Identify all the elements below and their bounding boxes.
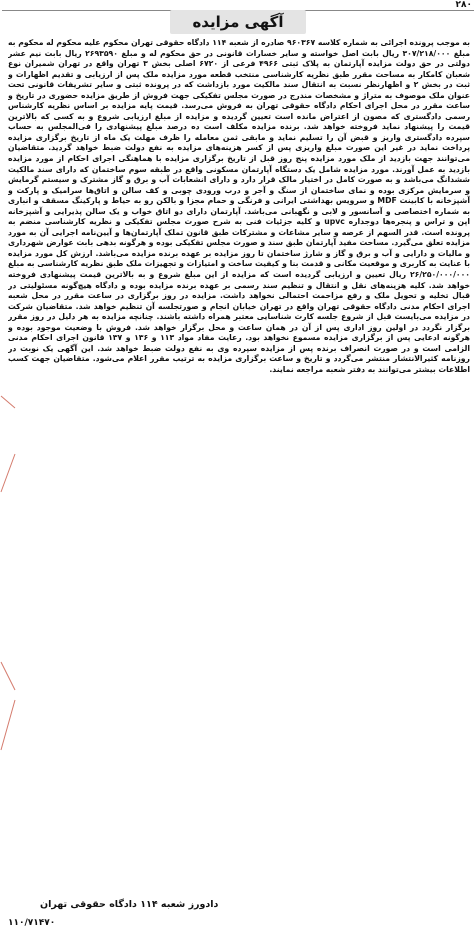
page-number: ۲۸۰ xyxy=(455,0,472,10)
notice-body: به موجب پرونده اجرائی به شماره کلاسه ۹۶۰۳۶۷ صادره از شعبه ۱۱۴ دادگاه حقوقی تهران محکوم علیه محکوم له محکوم به مبلغ ۳۰۷/۲۱۸/۰۰۰ ریال بابت اصل خواسته و سایر خسارات قانونی در حق محکوم له و مبلغ ۲۶۹۳۵۹۰ ریال بابت نیم عشر دولتی در حق دولت مزایده آپارتمان به پلاک ثبتی ۴۹۶۶ فرعی از ۶۷۲۰ اصلی بخش ۳ تهران واقع در تهران شمیران نوع شعبان کامکار به مساحت مقرر طبق نظریه کارشناسی منتخب قطعه مورد مزایده ملک پس از ارزیابی و تقدیم اظهارات و ثبت در بخش ۲ و اظهارنظر نسبت به انتقال سند مالکیت مورد بازداشت که در پرونده ثبتی و سایر تشریفات قانونی تحت عنوان ملک موصوف به متراژ و مشخصات مندرج در صورت مجلس تفکیکی جهت فروش از طریق مزایده حضوری در تاریخ و ساعت مقرر در محل اجرای احکام دادگاه حقوقی تهران به فروش می‌رسد. قیمت پایه مزایده بر اساس نظریه کارشناس رسمی دادگستری که مصون از اعتراض مانده است تعیین گردیده و مزایده از مبلغ ارزیابی شروع و به کسی که بالاترین قیمت را پیشنهاد نماید فروخته خواهد شد. برنده مزایده مکلف است ده درصد مبلغ پیشنهادی را فی‌المجلس به حساب سپرده دادگستری واریز و قبض آن را تسلیم نماید و مابقی ثمن معامله را ظرف مهلت یک ماه از تاریخ برگزاری مزایده پرداخت نماید در غیر این صورت مبلغ واریزی پس از کسر هزینه‌های مزایده به نفع دولت ضبط خواهد گردید. متقاضیان می‌توانند جهت بازدید از ملک مورد مزایده پنج روز قبل از تاریخ برگزاری مزایده با هماهنگی اجرای احکام از مورد مزایده بازدید به عمل آورند. مورد مزایده شامل یک دستگاه آپارتمان مسکونی واقع در طبقه سوم ساختمان که دارای سند مالکیت ششدانگ می‌باشد و به صورت کامل در اختیار مالک قرار دارد و دارای انشعابات آب و برق و گاز مشترک و سیستم گرمایش و سرمایش مرکزی بوده و نمای ساختمان از سنگ و آجر و درب ورودی چوبی و کف سالن و اتاق‌ها سرامیک و پارکت و آشپزخانه با کابینت MDF و سرویس بهداشتی ایرانی و فرنگی و حمام مجزا و بالکن رو به حیاط و پارکینگ مسقف و انباری به شماره اختصاصی و آسانسور و لابی و نگهبانی می‌باشد. آپارتمان دارای دو اتاق خواب و یک سالن پذیرایی و آشپزخانه اپن و تراس و پنجره‌ها دوجداره upvc و کلیه جزئیات فنی به شرح صورت مجلس تفکیکی و نظریه کارشناسی منضم به پرونده است. قدر السهم از عرصه و سایر مشاعات و مشترکات طبق قانون تملک آپارتمان‌ها و آیین‌نامه اجرایی آن به مورد مزایده تعلق می‌گیرد. مساحت مفید آپارتمان طبق سند و صورت مجلس تفکیکی بوده و هرگونه بدهی بابت عوارض شهرداری و مالیات و دارایی و آب و برق و گاز و شارژ ساختمان تا روز مزایده بر عهده برنده مزایده می‌باشد. ارزش کل مورد مزایده با عنایت به کاربری و موقعیت مکانی و قدمت بنا و کیفیت ساخت و امتیازات و تجهیزات ملک طبق نظریه کارشناسی به مبلغ ۲۶/۲۵۰/۰۰۰/۰۰۰ ریال تعیین و ارزیابی گردیده است که مزایده از این مبلغ شروع و به بالاترین قیمت پیشنهادی فروخته خواهد شد. کلیه هزینه‌های نقل و انتقال و تنظیم سند رسمی بر عهده برنده مزایده بوده و دادگاه هیچ‌گونه مسئولیتی در قبال تخلیه و تحویل ملک و رفع مزاحمت احتمالی نخواهد داشت. مزایده در روز برگزاری در ساعت مقرر در محل شعبه اجرای احکام مدنی دادگاه حقوقی تهران واقع در تهران خیابان انجام و صورتجلسه آن تنظیم خواهد شد. متقاضیان شرکت در مزایده می‌بایست قبل از شروع جلسه کارت شناسایی معتبر همراه داشته باشند. چنانچه مزایده به هر دلیل در روز مقرر برگزار نگردد در اولین روز اداری پس از آن در همان ساعت و محل برگزار خواهد شد. فروش با وضعیت موجود بوده و هرگونه ادعایی پس از برگزاری مزایده مسموع نخواهد بود. رعایت مفاد مواد ۱۱۳ و ۱۳۶ و ۱۳۷ قانون اجرای احکام مدنی الزامی است و در صورت انصراف برنده پس از مزایده سپرده وی به نفع دولت ضبط خواهد شد. این آگهی یک نوبت در روزنامه کثیرالانتشار منتشر می‌گردد و تاریخ و ساعت برگزاری مزایده به ترتیب مقرر اعلام می‌شود. متقاضیان جهت کسب اطلاعات بیشتر می‌توانند به دفتر شعبه مراجعه نمایند. xyxy=(8,38,470,374)
issuing-office: دادورز شعبه ۱۱۴ دادگاه حقوقی تهران xyxy=(40,899,219,910)
margin-pen-mark xyxy=(0,394,16,494)
notice-title: آگهی مزایده xyxy=(170,10,305,34)
title-wrap xyxy=(0,10,476,34)
notice-code: ۱۱۰/۷۱۴۷۰ xyxy=(8,918,56,928)
margin-pen-mark xyxy=(0,660,16,760)
